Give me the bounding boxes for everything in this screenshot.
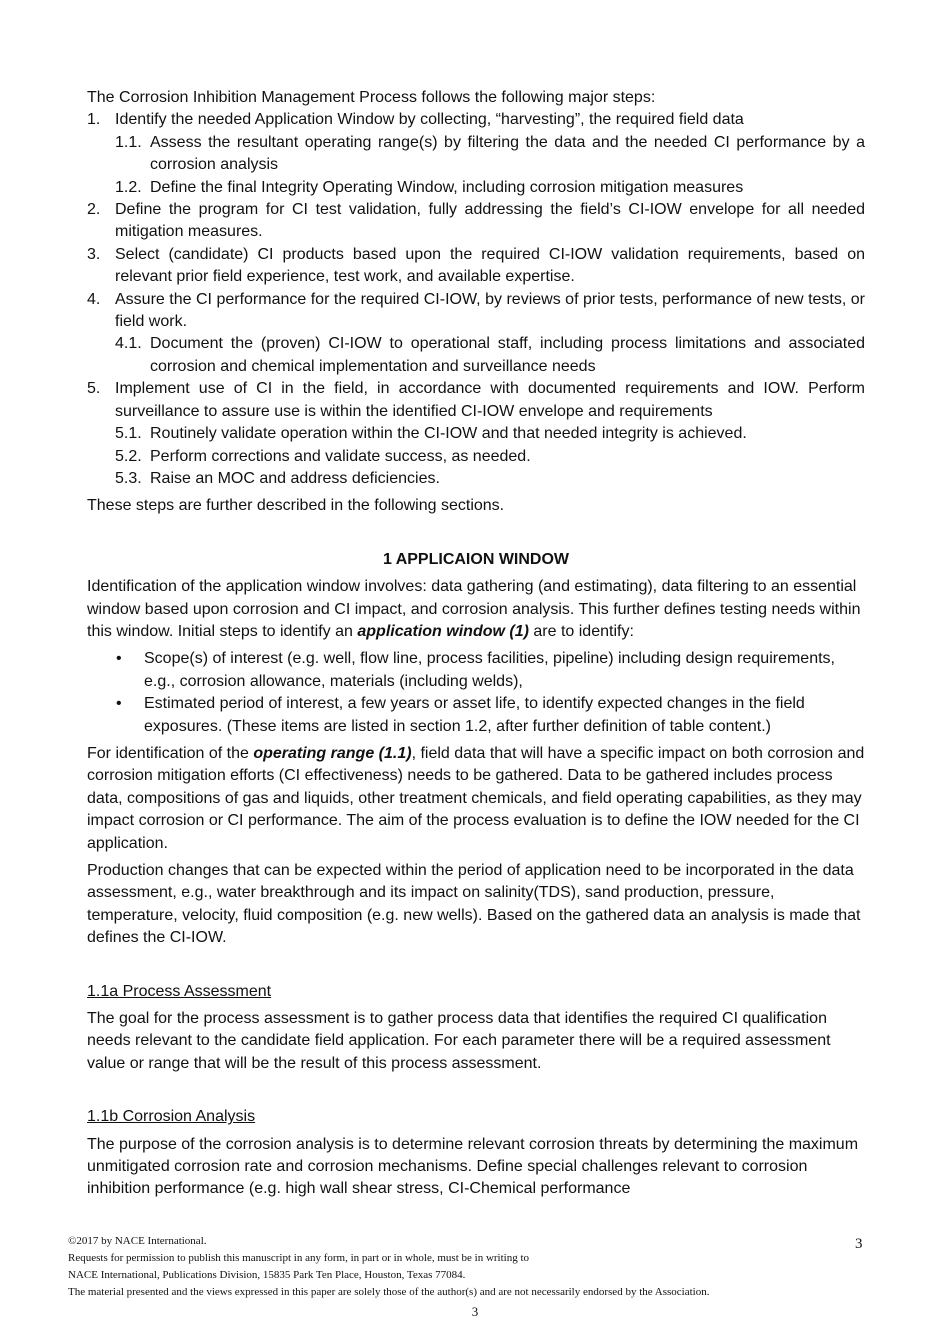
footer-copyright: ©2017 by NACE International. bbox=[68, 1235, 207, 1247]
footer-permission: Requests for permission to publish this manuscript in any form, in part or in whole, must be in writing to bbox=[68, 1252, 530, 1264]
application-window-term: application window (1) bbox=[357, 622, 529, 640]
step-text: Implement use of CI in the field, in accordance with documented requirements and IOW. Perform surveillance to assure use is within the identified CI-IOW envelope and requirements bbox=[115, 380, 865, 420]
page-number-right: 3 bbox=[855, 1236, 863, 1252]
section-1-bullets bbox=[87, 648, 865, 738]
step-item bbox=[87, 468, 865, 490]
step-item bbox=[87, 378, 865, 423]
steps-list bbox=[87, 109, 865, 490]
step-text: Document the (proven) CI-IOW to operational staff, including process limitations and associated corrosion and chemical implementation and surveillance needs bbox=[150, 335, 865, 375]
step-number: 5.1. bbox=[115, 425, 142, 443]
page-number-bottom: 3 bbox=[471, 1304, 479, 1319]
section-1-1b-heading: 1.1b Corrosion Analysis bbox=[87, 1108, 256, 1126]
step-text: Raise an MOC and address deficiencies. bbox=[150, 469, 440, 487]
step-number: 4.1. bbox=[115, 335, 142, 353]
step-item bbox=[87, 109, 865, 131]
step-number: 3. bbox=[87, 245, 101, 263]
process-steps bbox=[87, 87, 865, 1201]
step-number: 5.2. bbox=[115, 447, 142, 465]
section-1-1a-heading: 1.1a Process Assessment bbox=[87, 982, 272, 1000]
step-number: 4. bbox=[87, 290, 101, 308]
step-item bbox=[87, 333, 865, 378]
section-1-paragraph-1: Identification of the application window involves: data gathering (and estimating), data filtering to an essential window based upon corrosion and CI impact, and corrosion analysis. This further defines testing needs within this window. Initial steps to identify an application window (1) are to identify: bbox=[87, 578, 861, 640]
operating-range-term: operating range (1.1) bbox=[253, 744, 412, 762]
section-1-1b-text: The purpose of the corrosion analysis is to determine relevant corrosion threats by determining the maximum unmitigated corrosion rate and corrosion mechanisms. Define special challenges relevant to corrosion inhibition performance (e.g. high wall shear stress, CI-Chemical performance bbox=[87, 1135, 859, 1198]
section-1-heading: 1 APPLICAION WINDOW bbox=[382, 550, 570, 568]
step-item bbox=[87, 177, 865, 199]
step-text: Identify the needed Application Window by collecting, “harvesting”, the required field data bbox=[115, 111, 744, 129]
bullet-icon: • bbox=[116, 650, 122, 668]
step-item bbox=[87, 199, 865, 244]
step-number: 1.2. bbox=[115, 178, 142, 196]
step-number: 5. bbox=[87, 380, 101, 398]
step-text: Define the program for CI test validation, fully addressing the field’s CI-IOW envelope for all needed mitigation measures. bbox=[115, 201, 865, 241]
step-number: 1. bbox=[87, 111, 101, 129]
step-item bbox=[87, 289, 865, 334]
step-text: Perform corrections and validate success, as needed. bbox=[150, 447, 531, 465]
bullet-icon: • bbox=[116, 695, 122, 713]
step-text: Routinely validate operation within the CI-IOW and that needed integrity is achieved. bbox=[150, 425, 747, 443]
bullet-item: • Scope(s) of interest (e.g. well, flow line, process facilities, pipeline) including design requirements, e.g., corrosion allowance, materials (including welds), bbox=[116, 650, 835, 690]
step-item bbox=[87, 132, 865, 177]
step-item bbox=[87, 244, 865, 289]
steps-outro: These steps are further described in the following sections. bbox=[87, 497, 505, 515]
bullet-item: • Estimated period of interest, a few years or asset life, to identify expected changes in the field exposures. (These items are listed in section 1.2, after further definition of table content.) bbox=[116, 695, 805, 735]
copyright-footer bbox=[68, 1233, 868, 1301]
step-item bbox=[87, 446, 865, 468]
step-number: 2. bbox=[87, 201, 101, 219]
step-text: Define the final Integrity Operating Window, including corrosion mitigation measures bbox=[150, 178, 744, 196]
step-text: Assess the resultant operating range(s) by filtering the data and the needed CI performance by a corrosion analysis bbox=[150, 133, 865, 174]
step-text: Assure the CI performance for the required CI-IOW, by reviews of prior tests, performance of new tests, or field work. bbox=[115, 290, 865, 331]
footer-disclaimer: The material presented and the views expressed in this paper are solely those of the author(s) and are not necessarily endorsed by the Association. bbox=[68, 1286, 710, 1298]
section-1-1a-text: The goal for the process assessment is to gather process data that identifies the required CI qualification needs relevant to the candidate field application. For each parameter there will be a required assessment value or range that will be the result of this process assessment. bbox=[87, 1010, 831, 1072]
step-number: 1.1. bbox=[115, 133, 142, 151]
steps-intro: The Corrosion Inhibition Management Process follows the following major steps: bbox=[87, 89, 656, 106]
step-text: Select (candidate) CI products based upon the required CI-IOW validation requirements, based on relevant prior field experience, test work, and available expertise. bbox=[115, 245, 865, 286]
step-number: 5.3. bbox=[115, 469, 142, 487]
step-item bbox=[87, 423, 865, 445]
section-1-paragraph-3: Production changes that can be expected within the period of application need to be incorporated in the data assessment, e.g., water breakthrough and its impact on salinity(TDS), sand production, pressure, temperature, velocity, fluid composition (e.g. new wells). Based on the gathered data an analysis is made that defines the CI-IOW. bbox=[87, 862, 861, 947]
section-1-paragraph-2: For identification of the operating range (1.1), field data that will have a specific impact on both corrosion and corrosion mitigation efforts (CI effectiveness) needs to be gathered. Data to be gathered includes process data, compositions of gas and liquids, other treatment chemicals, and field operating capabilities, as they may impact corrosion or CI performance. The aim of the process evaluation is to define the IOW needed for the CI application. bbox=[87, 744, 865, 852]
footer-address: NACE International, Publications Division, 15835 Park Ten Place, Houston, Texas 77084. bbox=[68, 1269, 466, 1281]
